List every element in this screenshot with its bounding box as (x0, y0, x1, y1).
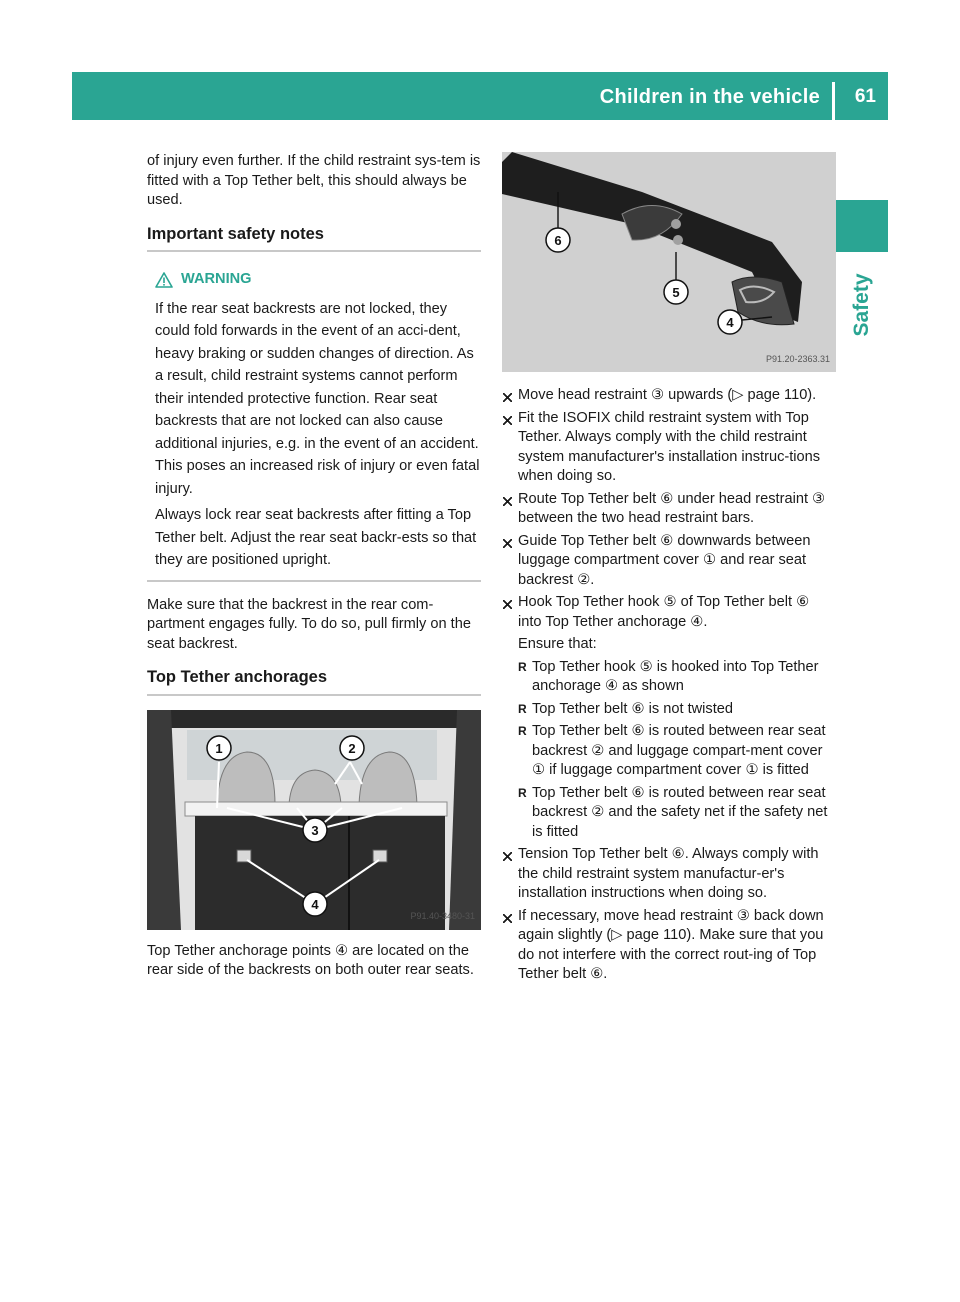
check-item: R Top Tether belt ⑥ is routed between rear seat backrest ② and luggage compart-ment cover ① if luggage compartment cover ① is fitted (502, 722, 836, 781)
page-header (72, 72, 888, 120)
svg-text:6: 6 (554, 233, 562, 248)
step-item: Move head restraint ③ upwards (▷ page 110). (502, 386, 836, 406)
warning-triangle-icon (155, 272, 173, 288)
ensure-list (502, 658, 836, 843)
backrest-paragraph: Make sure that the backrest in the rear com-partment engages fully. To do so, pull firmly on the seat backrest. (147, 596, 471, 652)
callout-2 (340, 736, 364, 760)
svg-text:2: 2 (348, 740, 356, 756)
chapter-marker (836, 200, 888, 252)
callout-4 (303, 892, 327, 916)
warning-box (147, 266, 481, 582)
warning-label: WARNING (181, 271, 252, 287)
step-item: Route Top Tether belt ⑥ under head restraint ③ between the two head restraint bars. (502, 490, 836, 529)
callout-3 (303, 818, 327, 842)
step-item: Guide Top Tether belt ⑥ downwards between luggage compartment cover ① and rear seat backrest ②. (502, 532, 836, 591)
warning-text: If the rear seat backrests are not locked, they could fold forwards in the event of an acci-dent, heavy braking or sudden changes of direction. As a result, child restraint systems cannot perform their intended protective function. Rear seat backrests that are not locked can also cause additional injuries, e.g. in the event of an accident. This poses an increased risk of injury or even fatal injury. (155, 300, 480, 497)
figure-caption: Top Tether anchorage points ④ are located on the rear side of the backrests on both outer rear seats. (147, 942, 474, 978)
tether-hook-illustration (502, 152, 836, 372)
heading-top-tether-anchorages: Top Tether anchorages (147, 668, 481, 696)
step-item: Fit the ISOFIX child restraint system with Top Tether. Always comply with the child restraint system manufacturer's installation instruc-tions when doing so. (502, 409, 836, 487)
left-column (147, 152, 481, 995)
svg-text:3: 3 (311, 822, 319, 838)
figure-code: P91.40-3480-31 (410, 911, 475, 921)
callout-5 (664, 280, 688, 304)
step-item: If necessary, move head restraint ③ back down again slightly (▷ page 110). Make sure that you do not interfere with the correct rout-ing of Top Tether belt ⑥. (502, 907, 836, 985)
callout-4b (718, 310, 742, 334)
right-column (502, 152, 836, 988)
installation-steps (502, 386, 836, 632)
svg-text:4: 4 (311, 896, 319, 912)
section-title: Children in the vehicle (599, 86, 820, 108)
step-item: Hook Top Tether hook ⑤ of Top Tether belt ⑥ into Top Tether anchorage ④. (502, 593, 836, 632)
ensure-label: Ensure that: (518, 636, 597, 652)
check-item: R Top Tether belt ⑥ is routed between rear seat backrest ② and the safety net if the safety net is fitted (502, 784, 836, 843)
svg-text:1: 1 (215, 740, 223, 756)
chapter-tab-label: Safety (850, 273, 873, 337)
anchorage-photo (147, 710, 481, 930)
page-number: 61 (854, 86, 876, 107)
svg-text:4: 4 (726, 315, 734, 330)
callout-6 (546, 228, 570, 252)
rear-seats-illustration (147, 710, 481, 930)
svg-text:5: 5 (672, 285, 680, 300)
warning-instruction: Always lock rear seat backrests after fitting a Top Tether belt. Adjust the rear seat backr-ests so that they are positioned upright. (155, 507, 477, 568)
check-item: R Top Tether hook ⑤ is hooked into Top Tether anchorage ④ as shown (502, 658, 836, 697)
intro-paragraph: of injury even further. If the child restraint sys-tem is fitted with a Top Tether belt, this should always be used. (147, 153, 481, 208)
warning-title (155, 270, 481, 290)
tether-hook-photo (502, 152, 836, 372)
heading-safety-notes: Important safety notes (147, 225, 481, 253)
figure-code: P91.20-2363.31 (765, 353, 830, 364)
header-divider (832, 82, 835, 120)
installation-steps-continued (502, 845, 836, 985)
chapter-tab (832, 265, 892, 345)
check-item: R Top Tether belt ⑥ is not twisted (502, 700, 836, 720)
callout-1 (207, 736, 231, 760)
step-item: Tension Top Tether belt ⑥. Always comply with the child restraint system manufactur-er's installation instructions when doing so. (502, 845, 836, 904)
